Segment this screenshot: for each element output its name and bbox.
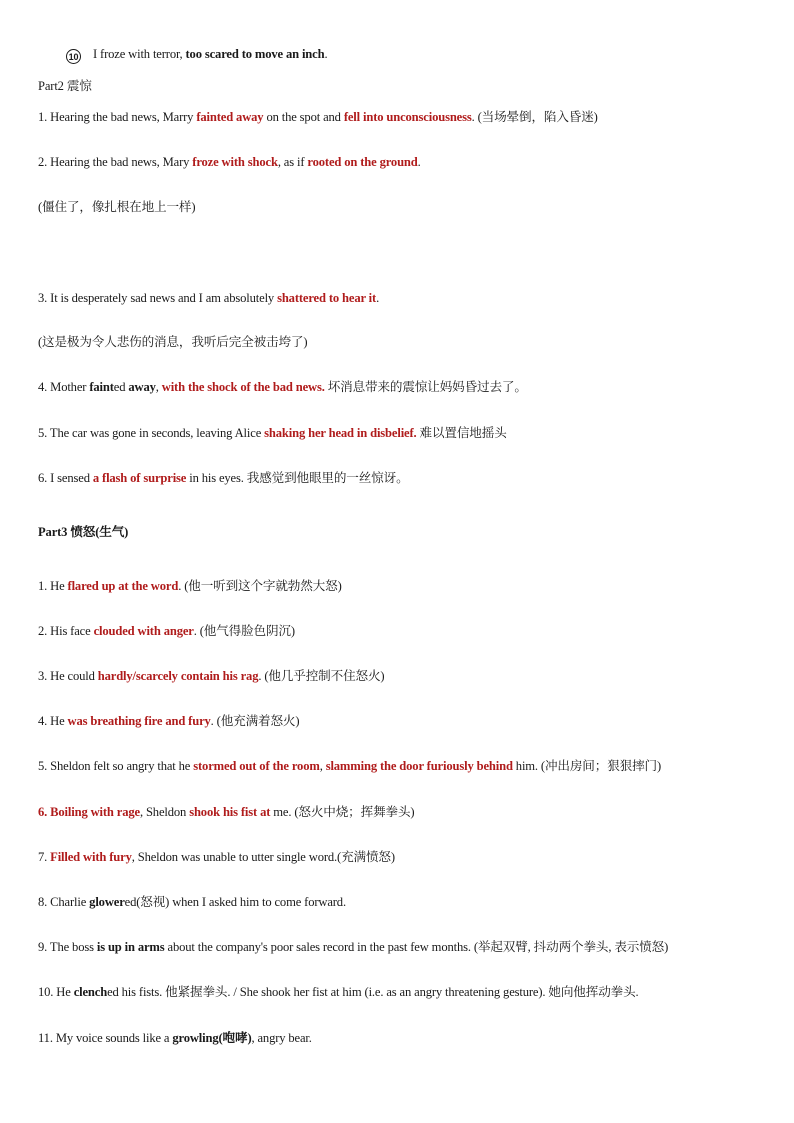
circled-number: 10 xyxy=(66,49,81,64)
part2-item-5: 5. The car was gone in seconds, leaving Alice shaking her head in disbelief. 难以置信地摇头 xyxy=(38,426,507,440)
part2-item-1: 1. Hearing the bad news, Marry fainted away on the spot and fell into unconsciousness. (当场晕倒，陷入昏迷) xyxy=(38,110,598,124)
part3-heading: Part3 愤怒(生气) xyxy=(38,525,129,539)
part3-item-3: 3. He could hardly/scarcely contain his rag. (他几乎控制不住怒火) xyxy=(38,669,385,683)
part3-item-4: 4. He was breathing fire and fury. (他充满着怒火) xyxy=(38,714,300,728)
part3-item-11: 11. My voice sounds like a growling(咆哮), angry bear. xyxy=(38,1031,312,1045)
part2-item-6: 6. I sensed a flash of surprise in his eyes. 我感觉到他眼里的一丝惊讶。 xyxy=(38,471,409,485)
part3-item-6: 6. Boiling with rage, Sheldon shook his fist at me. (怒火中烧；挥舞拳头) xyxy=(38,805,415,819)
sentence-10: 10 I froze with terror, too scared to move an inch. xyxy=(66,46,327,64)
part3-item-7: 7. Filled with fury, Sheldon was unable to utter single word.(充满愤怒) xyxy=(38,850,395,864)
part2-note-3: (这是极为令人悲伤的消息，我听后完全被击垮了) xyxy=(38,335,308,349)
part3-item-9: 9. The boss is up in arms about the company's poor sales record in the past few months. (举起双臂, 抖动两个拳头, 表示愤怒) xyxy=(38,940,669,954)
part3-item-5: 5. Sheldon felt so angry that he stormed out of the room, slamming the door furiously behind him. (冲出房间；狠狠摔门) xyxy=(38,759,662,773)
part3-item-2: 2. His face clouded with anger. (他气得脸色阴沉) xyxy=(38,624,295,638)
part2-heading: Part2 震惊 xyxy=(38,79,92,93)
part2-item-4: 4. Mother fainted away, with the shock of the bad news. 坏消息带来的震惊让妈妈昏过去了。 xyxy=(38,380,527,394)
part2-note-2: (僵住了，像扎根在地上一样) xyxy=(38,200,196,214)
part3-item-1: 1. He flared up at the word. (他一听到这个字就勃然大怒) xyxy=(38,579,342,593)
part2-item-2: 2. Hearing the bad news, Mary froze with shock, as if rooted on the ground. xyxy=(38,155,421,169)
part2-item-3: 3. It is desperately sad news and I am absolutely shattered to hear it. xyxy=(38,291,380,305)
part3-item-8: 8. Charlie glowered(怒视) when I asked him to come forward. xyxy=(38,895,346,909)
part3-item-10: 10. He clenched his fists. 他紧握拳头. / She shook her fist at him (i.e. as an angry threatening gesture). 她向他挥动拳头. xyxy=(38,985,639,999)
